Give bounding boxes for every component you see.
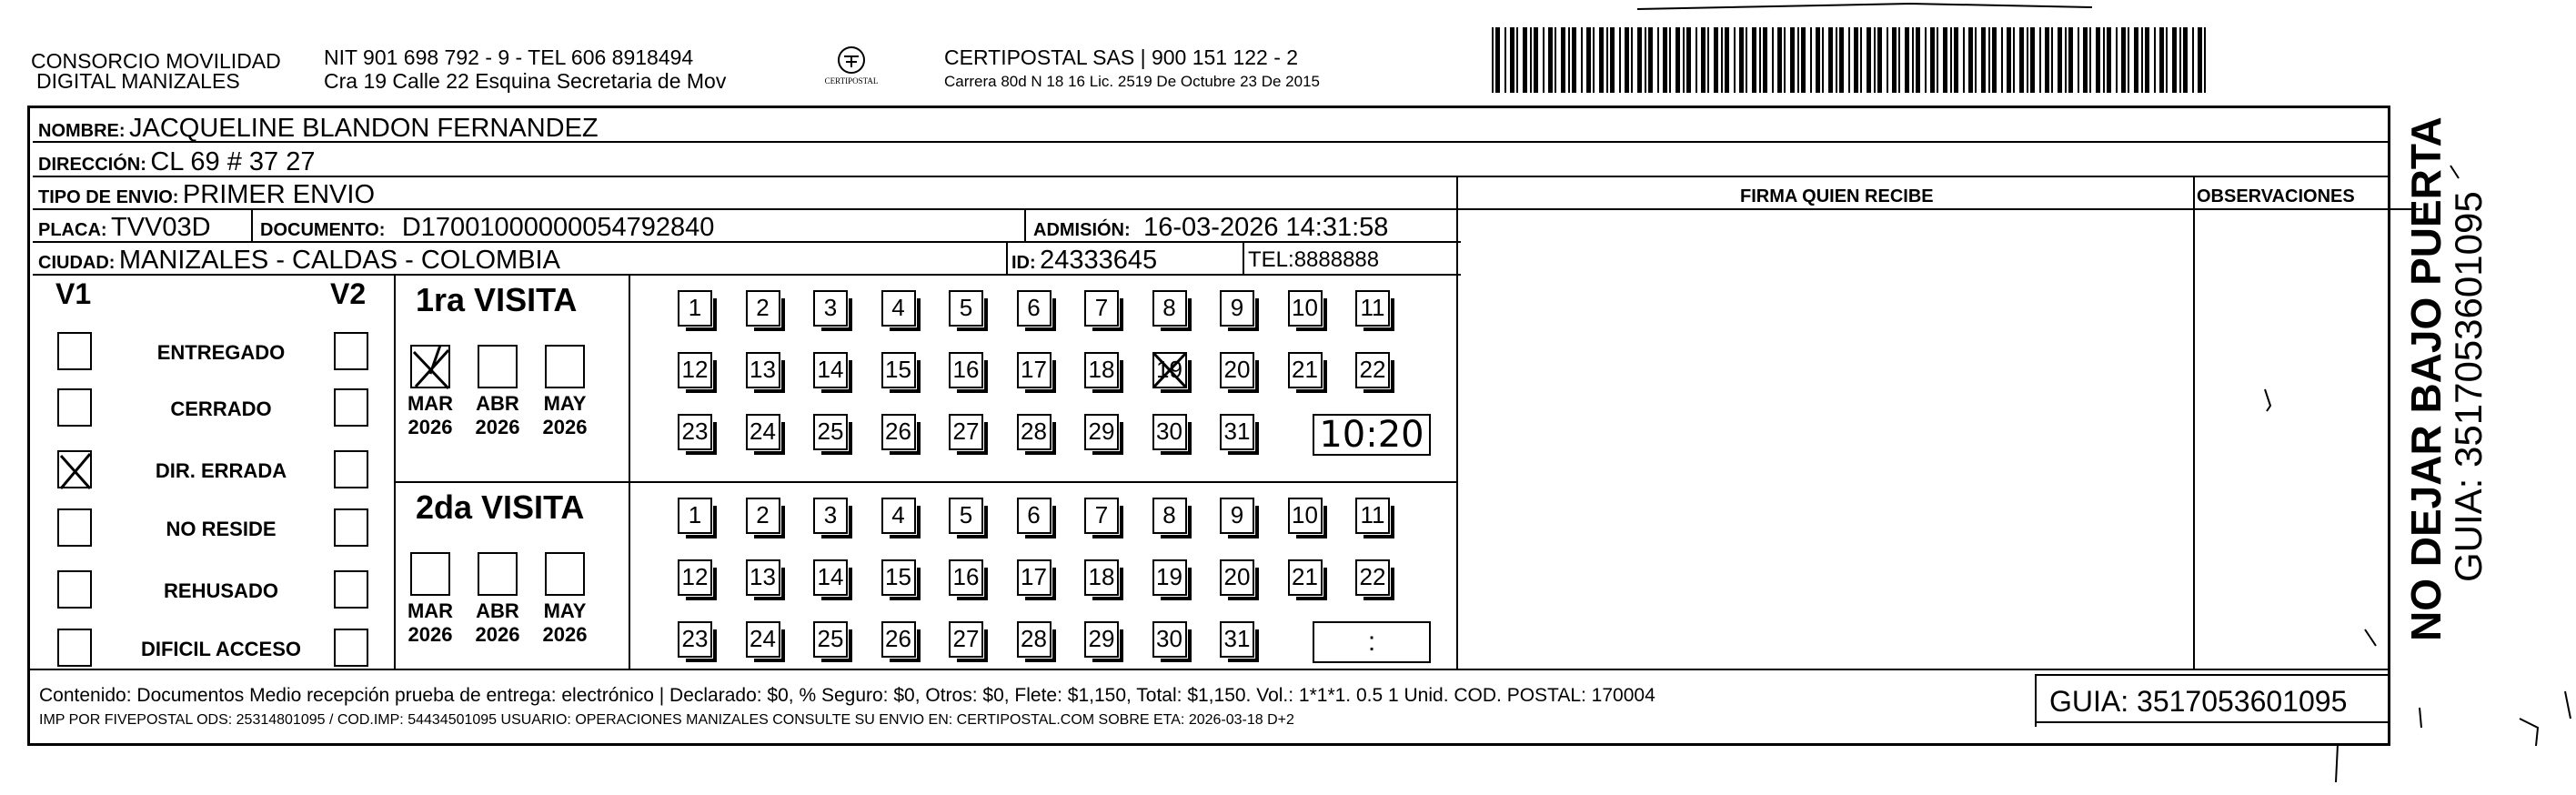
day-checkbox[interactable]: 9 [1220,498,1254,534]
day-checkbox[interactable]: 4 [881,498,916,534]
day-checkbox[interactable]: 22 [1355,559,1390,596]
day-checkbox[interactable]: 22 [1355,352,1390,388]
day-checkbox[interactable]: 3 [813,290,848,327]
address-line: Cra 19 Calle 22 Esquina Secretaria de Mov [324,69,727,93]
direccion-value: CL 69 # 37 27 [150,147,316,176]
day-checkbox[interactable]: 25 [813,414,848,450]
day-checkbox[interactable]: 10 [1288,290,1323,327]
tel-value: 8888888 [1293,247,1380,272]
visita-2-title: 2da VISITA [416,488,585,526]
observaciones-header: OBSERVACIONES [2197,186,2355,206]
placa-value: TVV03D [111,213,211,242]
day-checkbox[interactable]: 19 [1152,352,1187,388]
day-checkbox[interactable]: 2 [746,290,780,327]
day-checkbox[interactable]: 12 [678,352,712,388]
day-checkbox[interactable]: 2 [746,498,780,534]
month-label: ABR 2026 [475,392,520,438]
certipostal-address: Carrera 80d N 18 16 Lic. 2519 De Octubre 23 De 2015 [944,73,1320,90]
tel-label: TEL: [1248,247,1294,272]
day-checkbox[interactable]: 8 [1152,498,1187,534]
visita-1-title: 1ra VISITA [416,281,578,318]
status-option-label: REHUSADO [164,579,278,602]
day-checkbox[interactable]: 16 [949,352,983,388]
nombre-label: NOMBRE: [38,121,126,141]
status-option-label: CERRADO [170,398,272,420]
certipostal-line: CERTIPOSTAL SAS | 900 151 122 - 2 [944,45,1299,69]
day-checkbox[interactable]: 6 [1017,290,1052,327]
day-checkbox[interactable]: 1 [678,290,712,327]
day-checkbox[interactable]: 14 [813,559,848,596]
tipo-value: PRIMER ENVIO [182,180,376,209]
status-option-label: ENTREGADO [156,341,286,364]
day-checkbox[interactable]: 29 [1084,621,1119,658]
nombre-value: JACQUELINE BLANDON FERNANDEZ [129,114,599,143]
admision-label: ADMISIÓN: [1033,220,1131,240]
footer-imp: IMP POR FIVEPOSTAL ODS: 25314801095 / COD.IMP: 54434501095 USUARIO: OPERACIONES MANIZALES CONSULTE SU ENVIO EN: CERTIPOSTAL.COM SOBRE ETA: 2026-03-18 D+2 [39,712,1294,728]
company-name-line2: DIGITAL MANIZALES [36,69,240,93]
day-checkbox[interactable]: 20 [1220,352,1254,388]
day-checkbox[interactable]: 29 [1084,414,1119,450]
nit-line: NIT 901 698 792 - 9 - TEL 606 8918494 [324,45,694,69]
day-checkbox[interactable]: 6 [1017,498,1052,534]
day-checkbox[interactable]: 10 [1288,498,1323,534]
month-label: MAR 2026 [407,599,454,646]
day-checkbox[interactable]: 21 [1288,559,1323,596]
day-checkbox[interactable]: 12 [678,559,712,596]
documento-label: DOCUMENTO: [260,220,386,240]
time-field[interactable]: 10:20 [1313,414,1431,456]
day-checkbox[interactable]: 26 [881,621,916,658]
documento-value: D17001000000054792840 [401,213,715,242]
day-checkbox[interactable]: 9 [1220,290,1254,327]
day-checkbox[interactable]: 19 [1152,559,1187,596]
v1-header: V1 [55,277,92,310]
day-checkbox[interactable]: 24 [746,621,780,658]
day-checkbox[interactable]: 15 [881,559,916,596]
day-checkbox[interactable]: 8 [1152,290,1187,327]
day-checkbox[interactable]: 24 [746,414,780,450]
day-checkbox[interactable]: 26 [881,414,916,450]
no-dejar-bajo-puerta: NO DEJAR BAJO PUERTA [2402,116,2450,641]
month-label: MAY 2026 [542,392,588,438]
day-checkbox[interactable]: 3 [813,498,848,534]
day-checkbox[interactable]: 7 [1084,290,1119,327]
day-checkbox[interactable]: 5 [949,498,983,534]
guia-box-text: GUIA: 3517053601095 [2049,685,2348,718]
day-checkbox[interactable]: 4 [881,290,916,327]
day-checkbox[interactable]: 16 [949,559,983,596]
day-checkbox[interactable]: 21 [1288,352,1323,388]
footer-contenido: Contenido: Documentos Medio recepción prueba de entrega: electrónico | Declarado: $0, % Seguro: $0, Otros: $0, Flete: $1,150, Total: $1,150. Vol.: 1*1*1. 0.5 1 Unid. COD. POSTAL: 170004 [39,685,1655,706]
day-checkbox[interactable]: 1 [678,498,712,534]
day-checkbox[interactable]: 31 [1220,621,1254,658]
day-checkbox[interactable]: 18 [1084,559,1119,596]
company-name-line1: CONSORCIO MOVILIDAD [31,49,281,73]
day-checkbox[interactable]: 31 [1220,414,1254,450]
day-checkbox[interactable]: 7 [1084,498,1119,534]
day-checkbox[interactable]: 23 [678,621,712,658]
side-guia: GUIA: 3517053601095 [2447,191,2490,582]
status-option-label: DIR. ERRADA [155,459,287,482]
day-checkbox[interactable]: 11 [1355,290,1390,327]
day-checkbox[interactable]: 14 [813,352,848,388]
day-checkbox[interactable]: 13 [746,352,780,388]
day-checkbox[interactable]: 5 [949,290,983,327]
ciudad-label: CIUDAD: [38,253,116,273]
day-checkbox[interactable]: 17 [1017,352,1052,388]
tipo-label: TIPO DE ENVIO: [38,187,179,207]
direccion-label: DIRECCIÓN: [38,155,146,175]
time-field[interactable]: : [1313,621,1431,663]
day-checkbox[interactable]: 20 [1220,559,1254,596]
month-label: MAY 2026 [542,599,588,646]
day-checkbox[interactable]: 28 [1017,621,1052,658]
day-checkbox[interactable]: 23 [678,414,712,450]
status-option-label: DIFICIL ACCESO [140,638,301,660]
day-checkbox[interactable]: 27 [949,621,983,658]
month-label: MAR 2026 [407,392,454,438]
firma-header: FIRMA QUIEN RECIBE [1740,186,1934,206]
day-checkbox[interactable]: 28 [1017,414,1052,450]
logo-text: CERTIPOSTAL [824,76,879,86]
month-label: ABR 2026 [475,599,520,646]
placa-label: PLACA: [38,220,107,240]
day-checkbox[interactable]: 15 [881,352,916,388]
id-label: ID: [1011,253,1036,273]
day-checkbox[interactable]: 27 [949,414,983,450]
v2-header: V2 [330,277,367,310]
day-checkbox[interactable]: 17 [1017,559,1052,596]
day-checkbox[interactable]: 30 [1152,621,1187,658]
day-checkbox[interactable]: 25 [813,621,848,658]
id-value: 24333645 [1040,246,1158,275]
day-checkbox[interactable]: 11 [1355,498,1390,534]
day-checkbox[interactable]: 30 [1152,414,1187,450]
day-checkbox[interactable]: 13 [746,559,780,596]
admision-value: 16-03-2026 14:31:58 [1143,213,1389,242]
day-checkbox[interactable]: 18 [1084,352,1119,388]
status-option-label: NO RESIDE [166,518,277,540]
ciudad-value: MANIZALES - CALDAS - COLOMBIA [118,246,560,275]
